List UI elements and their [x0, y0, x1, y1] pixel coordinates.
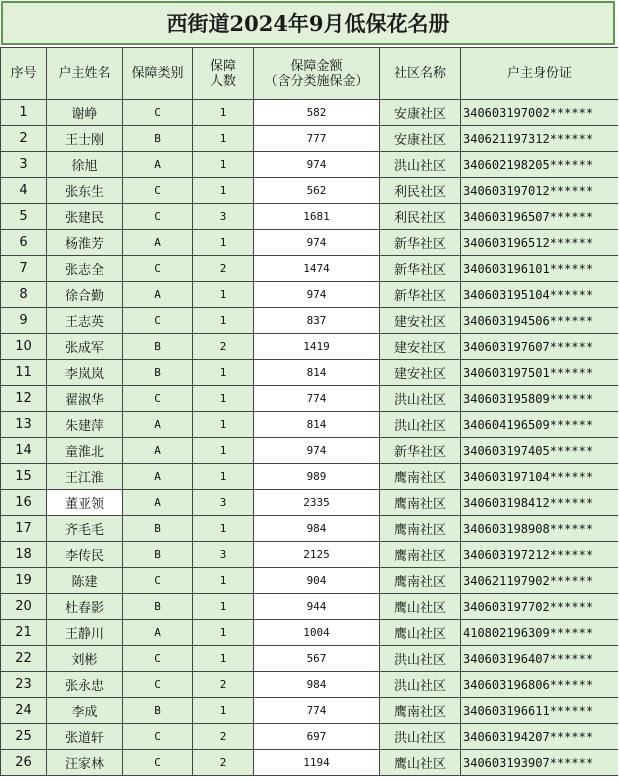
cell-seq[interactable]: 23 — [1, 672, 47, 698]
cell-name[interactable]: 张东生 — [47, 178, 123, 204]
cell-community[interactable]: 新华社区 — [380, 282, 461, 308]
cell-type[interactable]: A — [123, 282, 193, 308]
cell-seq[interactable]: 15 — [1, 464, 47, 490]
cell-idcard[interactable]: 410802196309****** — [461, 620, 619, 646]
cell-people[interactable]: 1 — [193, 568, 254, 594]
cell-type[interactable]: A — [123, 620, 193, 646]
cell-seq[interactable]: 8 — [1, 282, 47, 308]
cell-name[interactable]: 翟淑华 — [47, 386, 123, 412]
cell-name[interactable]: 谢峥 — [47, 100, 123, 126]
table-row — [1, 646, 619, 672]
cell-amount[interactable]: 1681 — [254, 204, 380, 230]
cell-seq[interactable]: 11 — [1, 360, 47, 386]
cell-amount[interactable]: 1004 — [254, 620, 380, 646]
cell-community[interactable]: 新华社区 — [380, 438, 461, 464]
cell-type[interactable]: A — [123, 464, 193, 490]
cell-name[interactable]: 张建民 — [47, 204, 123, 230]
cell-amount[interactable]: 984 — [254, 516, 380, 542]
cell-community[interactable]: 新华社区 — [380, 256, 461, 282]
table-row — [1, 672, 619, 698]
cell-people[interactable]: 3 — [193, 490, 254, 516]
cell-people[interactable]: 1 — [193, 620, 254, 646]
cell-people[interactable]: 1 — [193, 516, 254, 542]
cell-community[interactable]: 建安社区 — [380, 360, 461, 386]
cell-amount[interactable]: 562 — [254, 178, 380, 204]
roster-table — [0, 47, 618, 776]
cell-type[interactable]: B — [123, 334, 193, 360]
cell-idcard[interactable]: 340603195809****** — [461, 386, 619, 412]
cell-people[interactable]: 2 — [193, 256, 254, 282]
cell-name[interactable]: 徐合勤 — [47, 282, 123, 308]
table-row — [1, 256, 619, 282]
cell-people[interactable]: 1 — [193, 360, 254, 386]
cell-community[interactable]: 洪山社区 — [380, 412, 461, 438]
cell-amount[interactable]: 974 — [254, 230, 380, 256]
header-row — [1, 48, 619, 100]
table-row — [1, 334, 619, 360]
cell-community[interactable]: 安康社区 — [380, 126, 461, 152]
cell-type[interactable]: B — [123, 360, 193, 386]
cell-type[interactable]: B — [123, 698, 193, 724]
cell-people[interactable]: 3 — [193, 204, 254, 230]
cell-people[interactable]: 2 — [193, 334, 254, 360]
cell-idcard[interactable]: 340603196507****** — [461, 204, 619, 230]
cell-community[interactable]: 鹰南社区 — [380, 542, 461, 568]
table-row — [1, 438, 619, 464]
table-row — [1, 516, 619, 542]
cell-amount[interactable]: 814 — [254, 412, 380, 438]
cell-idcard[interactable]: 340603196806****** — [461, 672, 619, 698]
cell-type[interactable]: B — [123, 516, 193, 542]
cell-people[interactable]: 1 — [193, 412, 254, 438]
cell-amount[interactable]: 1419 — [254, 334, 380, 360]
cell-seq[interactable]: 10 — [1, 334, 47, 360]
header-amount-line2: （含分类施保金） — [264, 73, 369, 89]
table-row — [1, 178, 619, 204]
cell-seq[interactable]: 20 — [1, 594, 47, 620]
header-people-line1: 保障 — [209, 58, 236, 74]
cell-type[interactable]: A — [123, 438, 193, 464]
cell-name[interactable]: 朱建萍 — [47, 412, 123, 438]
cell-amount[interactable]: 1474 — [254, 256, 380, 282]
cell-idcard[interactable]: 340603197607****** — [461, 334, 619, 360]
cell-community[interactable]: 鹰南社区 — [380, 516, 461, 542]
cell-name[interactable]: 汪家林 — [47, 750, 123, 776]
cell-amount[interactable]: 777 — [254, 126, 380, 152]
cell-name[interactable]: 董亚领 — [47, 490, 123, 516]
cell-seq[interactable]: 26 — [1, 750, 47, 776]
cell-people[interactable]: 1 — [193, 308, 254, 334]
header-amount[interactable] — [254, 48, 380, 100]
cell-people[interactable]: 1 — [193, 594, 254, 620]
cell-seq[interactable]: 3 — [1, 152, 47, 178]
cell-community[interactable]: 利民社区 — [380, 204, 461, 230]
cell-seq[interactable]: 21 — [1, 620, 47, 646]
cell-amount[interactable]: 697 — [254, 724, 380, 750]
cell-name[interactable]: 李成 — [47, 698, 123, 724]
cell-type[interactable]: A — [123, 230, 193, 256]
cell-idcard[interactable]: 340603195104****** — [461, 282, 619, 308]
cell-name[interactable]: 李传民 — [47, 542, 123, 568]
cell-idcard[interactable]: 340603197212****** — [461, 542, 619, 568]
cell-people[interactable]: 1 — [193, 282, 254, 308]
cell-type[interactable]: A — [123, 152, 193, 178]
cell-name[interactable]: 杜春影 — [47, 594, 123, 620]
cell-amount[interactable]: 582 — [254, 100, 380, 126]
table-row — [1, 594, 619, 620]
cell-people[interactable]: 1 — [193, 230, 254, 256]
table-row — [1, 568, 619, 594]
cell-name[interactable]: 张成军 — [47, 334, 123, 360]
cell-idcard[interactable]: 340603197702****** — [461, 594, 619, 620]
cell-community[interactable]: 洪山社区 — [380, 646, 461, 672]
cell-people[interactable]: 3 — [193, 542, 254, 568]
cell-people[interactable]: 1 — [193, 126, 254, 152]
cell-amount[interactable]: 567 — [254, 646, 380, 672]
cell-seq[interactable]: 6 — [1, 230, 47, 256]
header-seq[interactable]: 序号 — [1, 48, 47, 100]
cell-name[interactable]: 刘彬 — [47, 646, 123, 672]
cell-seq[interactable]: 17 — [1, 516, 47, 542]
cell-people[interactable]: 1 — [193, 178, 254, 204]
cell-community[interactable]: 新华社区 — [380, 230, 461, 256]
cell-type[interactable]: C — [123, 750, 193, 776]
header-people[interactable] — [193, 48, 254, 100]
cell-people[interactable]: 2 — [193, 724, 254, 750]
cell-name[interactable]: 王静川 — [47, 620, 123, 646]
header-amount-line1: 保障金额 — [290, 58, 343, 74]
cell-community[interactable]: 洪山社区 — [380, 724, 461, 750]
cell-community[interactable]: 鹰南社区 — [380, 464, 461, 490]
cell-name[interactable]: 李岚岚 — [47, 360, 123, 386]
cell-seq[interactable]: 4 — [1, 178, 47, 204]
table-row — [1, 204, 619, 230]
cell-seq[interactable]: 5 — [1, 204, 47, 230]
cell-idcard[interactable]: 340603198412****** — [461, 490, 619, 516]
table-row — [1, 100, 619, 126]
cell-people[interactable]: 1 — [193, 152, 254, 178]
header-people-line2: 人数 — [209, 73, 236, 89]
cell-seq[interactable]: 2 — [1, 126, 47, 152]
cell-amount[interactable]: 984 — [254, 672, 380, 698]
cell-type[interactable]: C — [123, 308, 193, 334]
cell-idcard[interactable]: 340603194506****** — [461, 308, 619, 334]
cell-seq[interactable]: 1 — [1, 100, 47, 126]
cell-type[interactable]: B — [123, 126, 193, 152]
cell-seq[interactable]: 9 — [1, 308, 47, 334]
table-row — [1, 308, 619, 334]
cell-idcard[interactable]: 340603197012****** — [461, 178, 619, 204]
cell-amount[interactable]: 904 — [254, 568, 380, 594]
cell-name[interactable]: 杨淮芳 — [47, 230, 123, 256]
table-row — [1, 698, 619, 724]
cell-community[interactable]: 鹰南社区 — [380, 490, 461, 516]
cell-amount[interactable]: 2335 — [254, 490, 380, 516]
cell-idcard[interactable]: 340621197902****** — [461, 568, 619, 594]
table-row — [1, 464, 619, 490]
cell-idcard[interactable]: 340603193907****** — [461, 750, 619, 776]
cell-idcard[interactable]: 340603194207****** — [461, 724, 619, 750]
cell-seq[interactable]: 13 — [1, 412, 47, 438]
cell-name[interactable]: 王江淮 — [47, 464, 123, 490]
cell-seq[interactable]: 19 — [1, 568, 47, 594]
cell-name[interactable]: 张道轩 — [47, 724, 123, 750]
cell-idcard[interactable]: 340603198908****** — [461, 516, 619, 542]
cell-amount[interactable]: 989 — [254, 464, 380, 490]
table-row — [1, 750, 619, 776]
cell-people[interactable]: 2 — [193, 672, 254, 698]
cell-name[interactable]: 张永忠 — [47, 672, 123, 698]
cell-idcard[interactable]: 340621197312****** — [461, 126, 619, 152]
header-idcard[interactable]: 户主身份证 — [461, 48, 619, 100]
cell-type[interactable]: A — [123, 490, 193, 516]
cell-community[interactable]: 鹰山社区 — [380, 620, 461, 646]
cell-amount[interactable]: 974 — [254, 282, 380, 308]
cell-amount[interactable]: 814 — [254, 360, 380, 386]
cell-community[interactable]: 鹰山社区 — [380, 594, 461, 620]
cell-amount[interactable]: 837 — [254, 308, 380, 334]
cell-type[interactable]: C — [123, 386, 193, 412]
table-row — [1, 724, 619, 750]
cell-idcard[interactable]: 340603196512****** — [461, 230, 619, 256]
table-row — [1, 542, 619, 568]
table-row — [1, 230, 619, 256]
cell-type[interactable]: C — [123, 100, 193, 126]
table-row — [1, 282, 619, 308]
table-row — [1, 620, 619, 646]
cell-community[interactable]: 洪山社区 — [380, 386, 461, 412]
sheet-title: 西街道2024年9月低保花名册 — [1, 1, 615, 45]
cell-people[interactable]: 1 — [193, 646, 254, 672]
cell-type[interactable]: C — [123, 646, 193, 672]
cell-idcard[interactable]: 340602198205****** — [461, 152, 619, 178]
cell-amount[interactable]: 774 — [254, 698, 380, 724]
table-row — [1, 386, 619, 412]
cell-name[interactable]: 张志全 — [47, 256, 123, 282]
cell-amount[interactable]: 944 — [254, 594, 380, 620]
cell-people[interactable]: 1 — [193, 698, 254, 724]
cell-people[interactable]: 1 — [193, 464, 254, 490]
cell-seq[interactable]: 12 — [1, 386, 47, 412]
cell-name[interactable]: 陈建 — [47, 568, 123, 594]
cell-seq[interactable]: 16 — [1, 490, 47, 516]
table-row — [1, 412, 619, 438]
cell-community[interactable]: 鹰山社区 — [380, 750, 461, 776]
cell-people[interactable]: 1 — [193, 438, 254, 464]
cell-type[interactable]: B — [123, 594, 193, 620]
cell-idcard[interactable]: 340603196611****** — [461, 698, 619, 724]
cell-idcard[interactable]: 340603196101****** — [461, 256, 619, 282]
cell-name[interactable]: 徐旭 — [47, 152, 123, 178]
cell-seq[interactable]: 18 — [1, 542, 47, 568]
cell-name[interactable]: 王士刚 — [47, 126, 123, 152]
cell-community[interactable]: 鹰南社区 — [380, 568, 461, 594]
cell-type[interactable]: C — [123, 178, 193, 204]
cell-type[interactable]: A — [123, 412, 193, 438]
cell-name[interactable]: 王志英 — [47, 308, 123, 334]
table-row — [1, 490, 619, 516]
header-name[interactable]: 户主姓名 — [47, 48, 123, 100]
table-row — [1, 360, 619, 386]
cell-amount[interactable]: 974 — [254, 152, 380, 178]
cell-seq[interactable]: 7 — [1, 256, 47, 282]
cell-name[interactable]: 齐毛毛 — [47, 516, 123, 542]
cell-type[interactable]: C — [123, 256, 193, 282]
cell-community[interactable]: 建安社区 — [380, 308, 461, 334]
cell-type[interactable]: C — [123, 672, 193, 698]
table-row — [1, 126, 619, 152]
cell-idcard[interactable]: 340603197405****** — [461, 438, 619, 464]
cell-amount[interactable]: 1194 — [254, 750, 380, 776]
cell-amount[interactable]: 974 — [254, 438, 380, 464]
cell-community[interactable]: 洪山社区 — [380, 672, 461, 698]
header-type[interactable]: 保障类别 — [123, 48, 193, 100]
cell-idcard[interactable]: 340603197501****** — [461, 360, 619, 386]
header-community[interactable]: 社区名称 — [380, 48, 461, 100]
cell-community[interactable]: 安康社区 — [380, 100, 461, 126]
cell-seq[interactable]: 24 — [1, 698, 47, 724]
roster-sheet — [0, 47, 618, 782]
cell-community[interactable]: 洪山社区 — [380, 152, 461, 178]
cell-type[interactable]: C — [123, 568, 193, 594]
cell-seq[interactable]: 14 — [1, 438, 47, 464]
cell-type[interactable]: B — [123, 542, 193, 568]
cell-community[interactable]: 建安社区 — [380, 334, 461, 360]
cell-people[interactable]: 2 — [193, 750, 254, 776]
cell-amount[interactable]: 774 — [254, 386, 380, 412]
cell-amount[interactable]: 2125 — [254, 542, 380, 568]
cell-idcard[interactable]: 340603196407****** — [461, 646, 619, 672]
cell-community[interactable]: 鹰南社区 — [380, 698, 461, 724]
cell-people[interactable]: 1 — [193, 100, 254, 126]
cell-name[interactable]: 童淮北 — [47, 438, 123, 464]
cell-type[interactable]: C — [123, 724, 193, 750]
cell-idcard[interactable]: 340603197104****** — [461, 464, 619, 490]
table-row — [1, 152, 619, 178]
cell-people[interactable]: 1 — [193, 386, 254, 412]
cell-idcard[interactable]: 340603197002****** — [461, 100, 619, 126]
cell-seq[interactable]: 25 — [1, 724, 47, 750]
cell-type[interactable]: C — [123, 204, 193, 230]
cell-seq[interactable]: 22 — [1, 646, 47, 672]
cell-idcard[interactable]: 340604196509****** — [461, 412, 619, 438]
cell-community[interactable]: 利民社区 — [380, 178, 461, 204]
